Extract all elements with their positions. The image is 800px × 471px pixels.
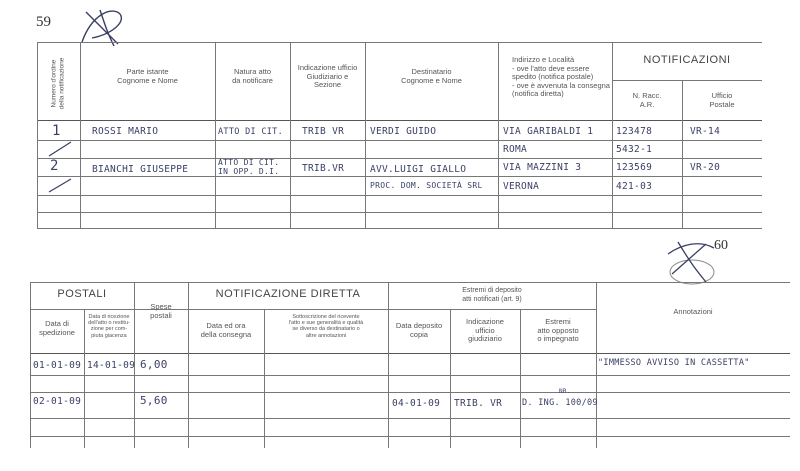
row1-racc: 123478 <box>616 126 653 137</box>
row3-natura: ATTO DI CIT. IN OPP. D.I. <box>218 158 280 176</box>
header-sottoscrizione: Sottoscrizione del ricevente l'atto e sue generalità e qualità se diverso da destinatario o altre annotazioni <box>288 314 364 339</box>
header-indirizzo: Indirizzo e Località - ove l'atto deve essere spedito (notifica postale) - ove è avvenuta la consegna (notifica diretta) <box>512 55 610 98</box>
header-natura-atto: Natura atto da notificare <box>232 67 273 85</box>
brow1-ricezione: 14-01-09 <box>87 360 136 371</box>
header-parte-istante: Parte istante Cognome e Nome <box>117 67 178 85</box>
row1-ufficio: TRIB VR <box>302 126 345 137</box>
row1-num: 1 <box>52 123 61 139</box>
header-estremi-deposito: Estremi di deposito atti notificati (art. 9) <box>462 287 522 303</box>
row3-racc: 123569 <box>616 162 653 173</box>
header-data-ora: Data ed ora della consegna <box>200 321 252 339</box>
header-data-spedizione: Data di spedizione <box>39 319 75 337</box>
row1-indirizzo: VIA GARIBALDI 1 <box>503 126 594 137</box>
row1-destinatario: VERDI GUIDO <box>370 126 437 137</box>
brow1-annotazioni: "IMMESSO AVVISO IN CASSETTA" <box>598 358 750 368</box>
header-destinatario: Destinatario Cognome e Nome <box>401 67 462 85</box>
row3-parte: BIANCHI GIUSEPPE <box>92 164 189 175</box>
row2-indirizzo: ROMA <box>503 144 528 155</box>
brow2-estremi-sup: NR. <box>559 388 571 395</box>
strike-mark-icon-2 <box>45 176 75 194</box>
brow1-spedizione: 01-01-09 <box>33 360 82 371</box>
header-postali: POSTALI <box>57 288 107 300</box>
header-numero: Numero d'ordine della notificazione <box>50 57 65 110</box>
header-ufficio-postale: Ufficio Postale <box>709 91 735 109</box>
row4-racc: 421-03 <box>616 181 653 192</box>
brow2-spese: 5,60 <box>140 394 168 407</box>
row1-postale: VR-14 <box>690 126 721 137</box>
brow2-deposito: 04-01-09 <box>392 398 441 409</box>
header-notificazioni: NOTIFICAZIONI <box>643 54 731 66</box>
header-racc: N. Racc. A.R. <box>632 91 662 109</box>
brow1-spese: 6,00 <box>140 358 168 371</box>
row4-destinatario: PROC. DOM. SOCIETÀ SRL <box>370 181 483 190</box>
row3-num: 2 <box>50 158 59 174</box>
brow2-ufficio: TRIB. VR <box>454 398 503 409</box>
row3-destinatario: AVV.LUIGI GIALLO <box>370 164 467 175</box>
row3-postale: VR-20 <box>690 162 721 173</box>
row1-natura: ATTO DI CIT. <box>218 127 284 137</box>
row3-ufficio: TRIB.VR <box>302 163 345 174</box>
row3-indirizzo: VIA MAZZINI 3 <box>503 162 582 173</box>
strike-mark-icon <box>45 140 75 158</box>
brow2-spedizione: 02-01-09 <box>33 396 82 407</box>
header-estremi-atto: Estremi atto opposto o impegnato <box>537 317 579 343</box>
header-data-ricezione: Data di ricezione dell'atto o restitu- zione per com- piuta giacenza <box>88 314 130 339</box>
header-notificazione-diretta: NOTIFICAZIONE DIRETTA <box>215 288 361 300</box>
header-annotazioni: Annotazioni <box>673 307 713 316</box>
page-number-2: 60 <box>714 238 728 253</box>
header-ufficio: Indicazione ufficio Giudiziario e Sezione <box>297 63 358 89</box>
header-spese: Spese postali <box>150 302 172 320</box>
page-number: 59 <box>36 14 51 30</box>
row4-indirizzo: VERONA <box>503 181 540 192</box>
header-indicazione-ufficio: Indicazione ufficio giudiziario <box>466 317 504 343</box>
row1-parte: ROSSI MARIO <box>92 126 159 137</box>
row2-racc: 5432-1 <box>616 144 653 155</box>
brow2-estremi: D. ING. 100/09 <box>522 398 598 408</box>
header-data-deposito: Data deposito copia <box>395 321 443 339</box>
